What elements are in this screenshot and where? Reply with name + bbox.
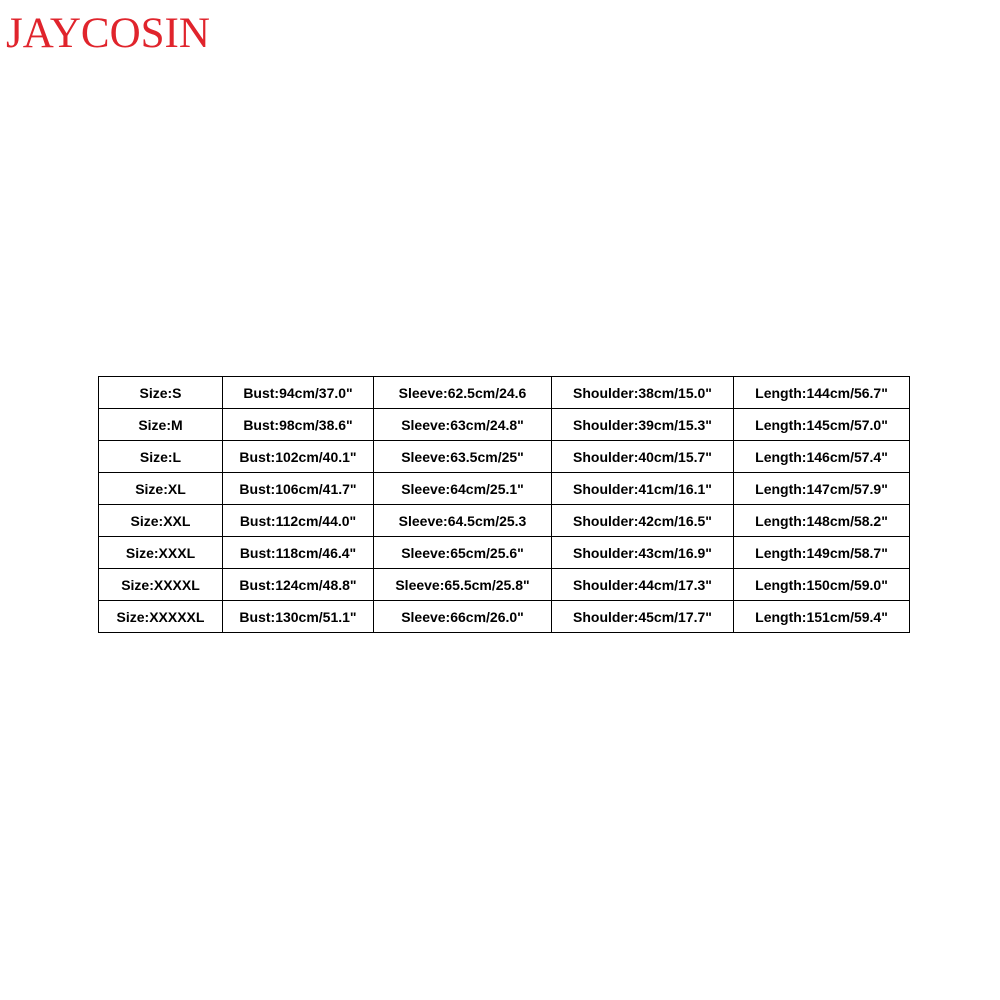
bust-cell: Bust:94cm/37.0" <box>223 377 374 409</box>
length-cell: Length:150cm/59.0" <box>734 569 910 601</box>
size-cell: Size:M <box>99 409 223 441</box>
bust-cell: Bust:98cm/38.6" <box>223 409 374 441</box>
size-cell: Size:XXXXL <box>99 569 223 601</box>
table-row <box>99 537 910 569</box>
size-cell: Size:XXXXXL <box>99 601 223 633</box>
bust-cell: Bust:102cm/40.1" <box>223 441 374 473</box>
shoulder-cell: Shoulder:45cm/17.7" <box>552 601 734 633</box>
size-chart-table <box>98 376 910 633</box>
table-row <box>99 601 910 633</box>
bust-cell: Bust:106cm/41.7" <box>223 473 374 505</box>
sleeve-cell: Sleeve:63cm/24.8" <box>374 409 552 441</box>
size-cell: Size:L <box>99 441 223 473</box>
shoulder-cell: Shoulder:40cm/15.7" <box>552 441 734 473</box>
shoulder-cell: Shoulder:43cm/16.9" <box>552 537 734 569</box>
sleeve-cell: Sleeve:66cm/26.0" <box>374 601 552 633</box>
length-cell: Length:146cm/57.4" <box>734 441 910 473</box>
shoulder-cell: Shoulder:41cm/16.1" <box>552 473 734 505</box>
brand-logo: JAYCOSIN <box>6 10 210 57</box>
table-row <box>99 473 910 505</box>
size-cell: Size:XL <box>99 473 223 505</box>
bust-cell: Bust:112cm/44.0" <box>223 505 374 537</box>
length-cell: Length:144cm/56.7" <box>734 377 910 409</box>
length-cell: Length:151cm/59.4" <box>734 601 910 633</box>
shoulder-cell: Shoulder:38cm/15.0" <box>552 377 734 409</box>
size-cell: Size:XXL <box>99 505 223 537</box>
length-cell: Length:148cm/58.2" <box>734 505 910 537</box>
size-cell: Size:S <box>99 377 223 409</box>
bust-cell: Bust:118cm/46.4" <box>223 537 374 569</box>
bust-cell: Bust:130cm/51.1" <box>223 601 374 633</box>
bust-cell: Bust:124cm/48.8" <box>223 569 374 601</box>
sleeve-cell: Sleeve:64.5cm/25.3 <box>374 505 552 537</box>
shoulder-cell: Shoulder:39cm/15.3" <box>552 409 734 441</box>
sleeve-cell: Sleeve:64cm/25.1" <box>374 473 552 505</box>
shoulder-cell: Shoulder:44cm/17.3" <box>552 569 734 601</box>
size-cell: Size:XXXL <box>99 537 223 569</box>
length-cell: Length:145cm/57.0" <box>734 409 910 441</box>
table-row <box>99 441 910 473</box>
table-row <box>99 377 910 409</box>
sleeve-cell: Sleeve:65cm/25.6" <box>374 537 552 569</box>
table-row <box>99 409 910 441</box>
length-cell: Length:147cm/57.9" <box>734 473 910 505</box>
shoulder-cell: Shoulder:42cm/16.5" <box>552 505 734 537</box>
sleeve-cell: Sleeve:63.5cm/25" <box>374 441 552 473</box>
table-row <box>99 505 910 537</box>
length-cell: Length:149cm/58.7" <box>734 537 910 569</box>
table-row <box>99 569 910 601</box>
sleeve-cell: Sleeve:62.5cm/24.6 <box>374 377 552 409</box>
sleeve-cell: Sleeve:65.5cm/25.8" <box>374 569 552 601</box>
